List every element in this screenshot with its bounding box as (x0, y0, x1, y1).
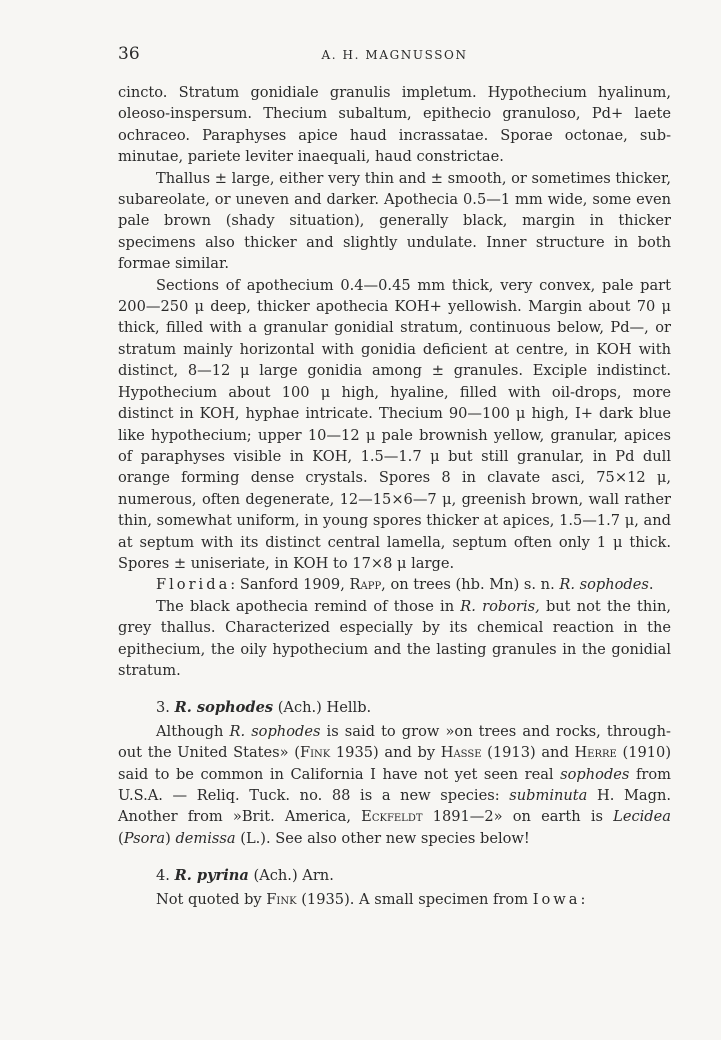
species-heading-name: R. pyrina (174, 867, 249, 885)
page-header (118, 44, 671, 70)
section-heading-3: 3. R. sophodes (Ach.) Hellb. (156, 699, 372, 717)
paragraph-sophodes: Although R. sophodes is said to grow »on trees and rocks, through-out the United States» (Fink 1935) and by Hasse (1913) and Herre (1910) said to be common in California I have not yet seen real sophodes from U.S.A. — Reliq. Tuck. no. 88 is a new species: subminuta H. Magn. Another from »Brit. America, Eckfeldt 1891—2» on earth is Lecidea (Psora) demissa (L.). See also other new species below! (118, 722, 672, 847)
author-citation: Herre (574, 744, 617, 762)
author-citation: Eckfeldt (361, 808, 423, 826)
author-citation: Fink (266, 890, 297, 908)
paragraph-sections: Sections of apothecium 0.4—0.45 mm thick, very convex, pale part 200—250 μ deep, thicker apothecia KOH+ yellowish. Margin about 70 μ thick, filled with a granular gonidial stratum, continuous below, Pd—, or stratum mainly horizontal with gonidia deficient at centre, in KOH with distinct, 8—12 μ large gonidia among ± granules. Exciple indistinct. Hypothecium about 100 μ high, hyaline, filled with oil-drops, more distinct in KOH, hyphae intricate. Thecium 90—100 μ high, I+ dark blue like hypothecium; upper 10—12 μ pale brownish yellow, granular, apices of paraphyses visible in KOH, 1.5—1.7 μ but still granular, in Pd dull orange forming dense crystals. Spores 8 in clavate asci, 75×12 μ, numerous, often degenerate, 12—15×6—7 μ, greenish brown, wall rather thin, somewhat uniform, in young spores thicker at apices, 1.5—1.7 μ, and at septum with its distinct central lamella, septum often only 1 μ thick. Spores ± uniseriate, in KOH to 17×8 μ large. (118, 276, 671, 572)
body-text (118, 82, 671, 910)
page-number: 36 (118, 44, 140, 64)
paragraph-remarks: The black apothecia remind of those in R. roboris, but not the thin, grey thallus. Characterized especially by its chemical reaction in the epithecium, the oily hypothecium and the lasting granules in the gonidial stratum. (118, 597, 671, 679)
running-head: A. H. MAGNUSSON (321, 48, 468, 62)
paragraph-florida-specimen: Florida: Sanford 1909, Rapp, on trees (hb. Mn) s. n. R. sophodes. (156, 576, 654, 594)
species-heading-name: R. sophodes (174, 699, 274, 717)
species-name: R. roboris, (460, 597, 540, 615)
paragraph-thallus: Thallus ± large, either very thin and ± smooth, or sometimes thicker, subareolate, or uneven and darker. Apothecia 0.5—1 mm wide, some even pale brown (shady situation), generally black, margin in thicker specimens also thicker and slightly undulate. Inner structure in both formae similar. (118, 169, 671, 273)
paragraph-pyrina: Not quoted by Fink (1935). A small specimen from Iowa: (156, 890, 586, 908)
paragraph-latin-diagnosis: cincto. Stratum gonidiale granulis impletum. Hypothecium hyalinum, oleoso-inspersum. Thecium subaltum, epithecio granuloso, Pd+ laete ochraceo. Paraphyses apice haud incrassatae. Sporae octonae, sub-minutae, pariete leviter inaequali, haud constrictae. (118, 84, 671, 166)
author-citation: Fink (299, 744, 331, 762)
species-name: R. sophodes (559, 576, 649, 594)
collector-name: Rapp (349, 576, 382, 594)
locality-name: Florida (156, 576, 231, 594)
locality-name: Iowa (532, 890, 581, 908)
section-heading-4: 4. R. pyrina (Ach.) Arn. (156, 867, 334, 885)
author-citation: Hasse (440, 744, 482, 762)
